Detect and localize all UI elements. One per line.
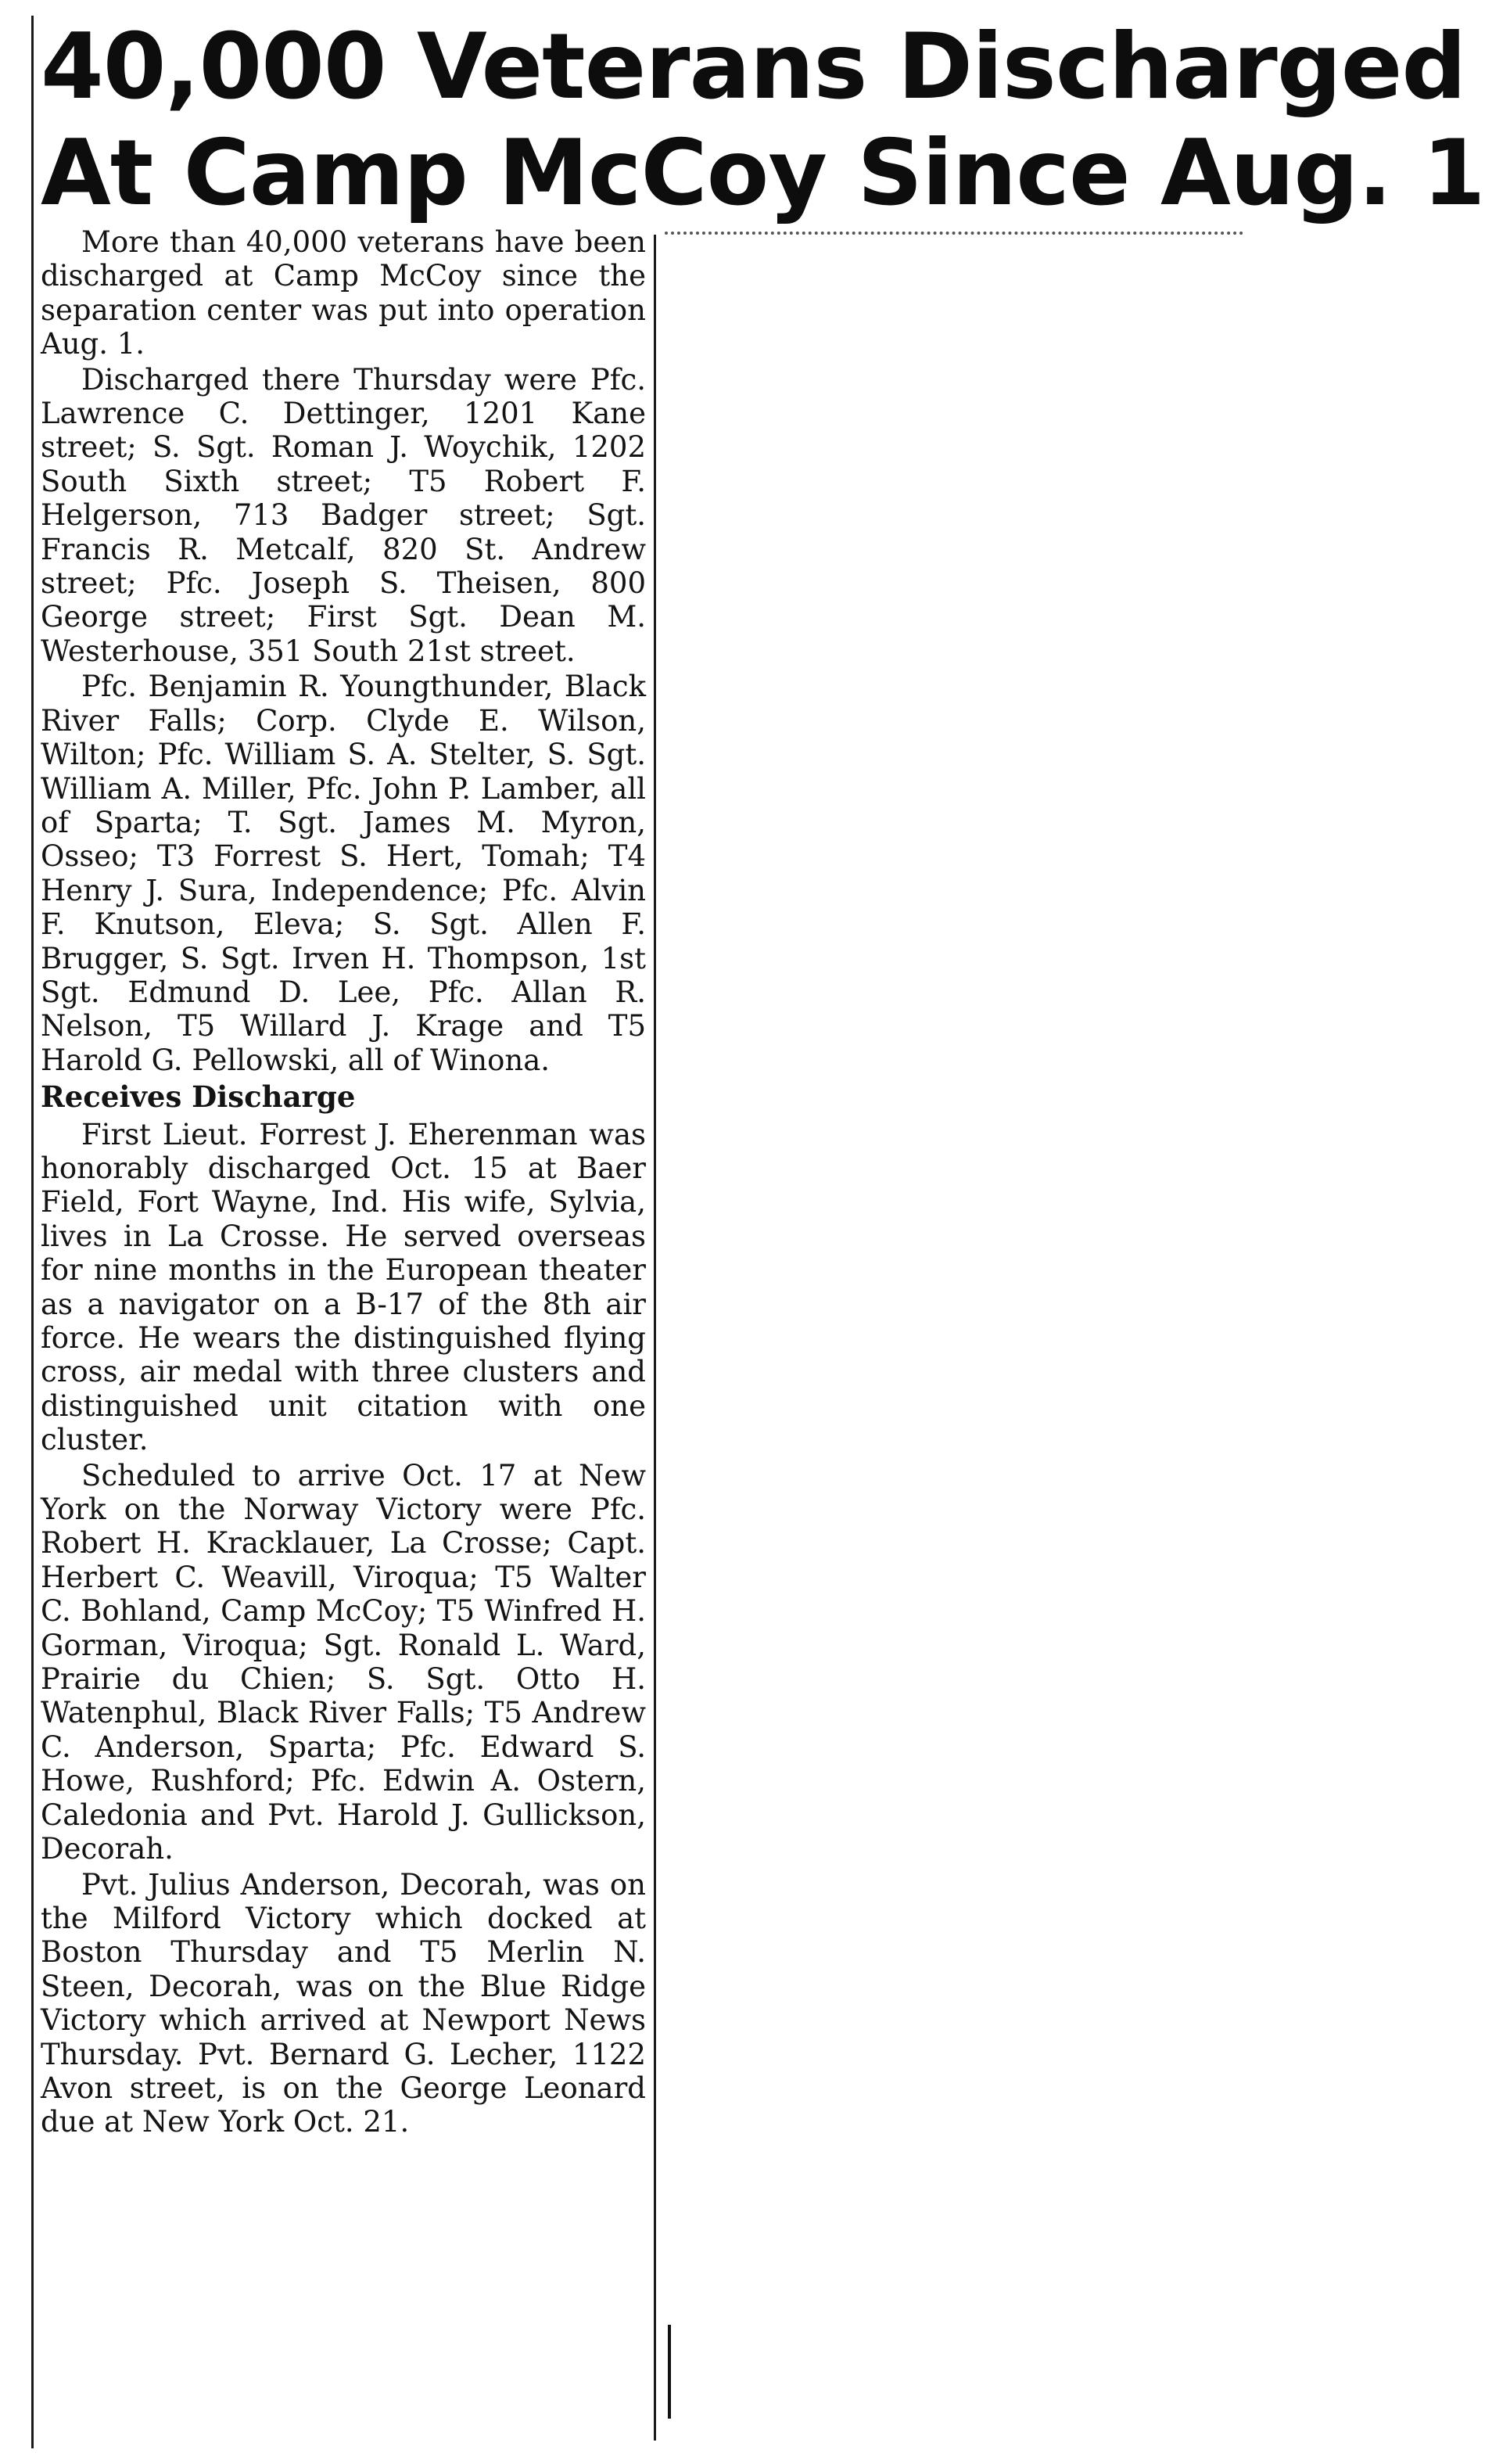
column-rule-right bbox=[654, 235, 656, 2441]
paragraph-eherenman: First Lieut. Forrest J. Eherenman was honorably discharged Oct. 15 at Baer Field, Fort Wayne, Ind. His wife, Sylvia, lives in La Crosse. He served overseas for nine months in the European theater as a navigator on a B-17 of the 8th air force. He wears the distinguished flying cross, air medal with three clusters and distinguished unit citation with one cluster. bbox=[41, 1117, 646, 1457]
column-rule-bottom-mark bbox=[668, 2325, 671, 2419]
headline bbox=[41, 14, 1485, 226]
paragraph-norway-victory: Scheduled to arrive Oct. 17 at New York on the Norway Victory were Pfc. Robert H. Kracklauer, La Crosse; Capt. Herbert C. Weavill, Viroqua; T5 Walter C. Bohland, Camp McCoy; T5 Winfred H. Gorman, Viroqua; Sgt. Ronald L. Ward, Prairie du Chien; S. Sgt. Otto H. Watenphul, Black River Falls; T5 Andrew C. Anderson, Sparta; Pfc. Edward S. Howe, Rushford; Pfc. Edwin A. Ostern, Caledonia and Pvt. Harold J. Gullickson, Decorah. bbox=[41, 1458, 646, 1866]
headline-line-1: 40,000 Veterans Discharged bbox=[41, 14, 1466, 120]
headline-line-2: At Camp McCoy Since Aug. 1 bbox=[41, 120, 1485, 226]
paragraph-area-discharges: Pfc. Benjamin R. Youngthunder, Black River Falls; Corp. Clyde E. Wilson, Wilton; Pfc. William S. A. Stelter, S. Sgt. William A. Miller, Pfc. John P. Lamber, all of Sparta; T. Sgt. James M. Myron, Osseo; T3 Forrest S. Hert, Tomah; T4 Henry J. Sura, Independence; Pfc. Alvin F. Knutson, Eleva; S. Sgt. Allen F. Brugger, S. Sgt. Irven H. Thompson, 1st Sgt. Edmund D. Lee, Pfc. Allan R. Nelson, T5 Willard J. Krage and T5 Harold G. Pellowski, all of Winona. bbox=[41, 670, 646, 1077]
column-rule-left bbox=[31, 16, 34, 2448]
subhead: Receives Discharge bbox=[41, 1079, 356, 1115]
paragraph-la-crosse-discharges: Discharged there Thursday were Pfc. Lawrence C. Dettinger, 1201 Kane street; S. Sgt. Roman J. Woychik, 1202 South Sixth street; T5 Robert F. Helgerson, 713 Badger street; Sgt. Francis R. Metcalf, 820 St. Andrew street; Pfc. Joseph S. Theisen, 800 George street; First Sgt. Dean M. Westerhouse, 351 South 21st street. bbox=[41, 362, 646, 668]
dotted-separator bbox=[665, 232, 1243, 235]
paragraph-intro: More than 40,000 veterans have been discharged at Camp McCoy since the separation center was put into operation Aug. 1. bbox=[41, 225, 646, 361]
paragraph-other-ships: Pvt. Julius Anderson, Decorah, was on the Milford Victory which docked at Boston Thursday and T5 Merlin N. Steen, Decorah, was on the Blue Ridge Victory which arrived at Newport News Thursday. Pvt. Bernard G. Lecher, 1122 Avon street, is on the George Leonard due at New York Oct. 21. bbox=[41, 1867, 646, 2139]
article-body bbox=[41, 225, 646, 2141]
